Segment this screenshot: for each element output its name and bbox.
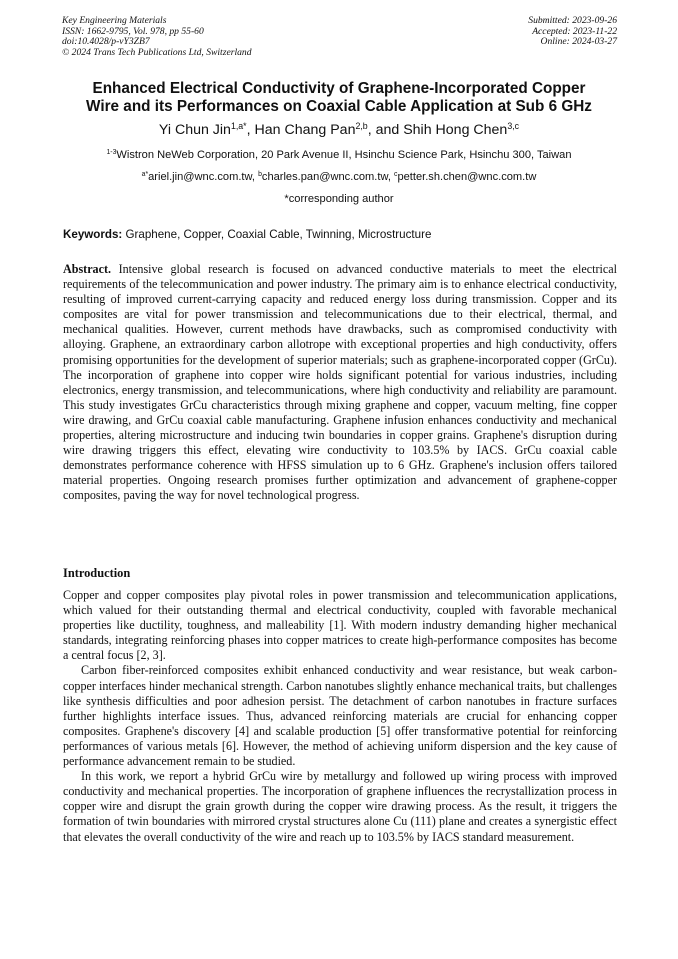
email-superscript: c	[394, 171, 398, 179]
email-address[interactable]: petter.sh.chen@wnc.com.tw	[397, 171, 537, 183]
email-superscript: a*	[141, 171, 149, 179]
journal-metadata	[62, 16, 252, 58]
intro-paragraph: Carbon fiber-reinforced composites exhibit enhanced conductivity and wear resistance, but weak carbon-copper interfaces hinder mechanical strength. Carbon nanotubes slightly enhance mechanical traits, but challenges like synthesis difficulties and poor adhesion persist. The detachment of carbon nanotubes in fracture surfaces further highlights interface issues. Thus, advanced reinforcing materials are crucial for enhancing copper composites. Graphene's discovery [4] and scalable production [5] offer transformative potential for reinforcing performances of various metals [6]. However, the method of achieving uniform dispersion and the key cause of performance advancement remain to be studied.	[63, 663, 617, 769]
abstract-text: Intensive global research is focused on advanced conductive materials to meet the electrical requirements of the telecommunication and power industry. The primary aim is to enhance electrical conductivity, resulting of improved current-carrying capacity and reduced energy loss during transmission. Copper and its composites are vital for power transmission and telecommunications due to their electrical, thermal, and mechanical qualities. However, current methods have drawbacks, such as compromised conductivity with alloying. Graphene, an extraordinary carbon allotrope with exceptional properties and high conductivity, offers promising opportunities for the development of superior materials; such as graphene-incorporated copper (GrCu). The incorporation of graphene into copper wire holds significant potential for various industries, including electronics, energy transmission, and telecommunications, where high conductivity and reliability are paramount. This study investigates GrCu characteristics through mixing graphene and copper, vacuum melting, fine copper wire drawing, and GrCu coaxial cable manufacturing. Graphene infusion enhances conductivity and mechanical properties, altering microstructure and inducing twin boundaries in copper grains. Graphene's disruption during wire drawing triggers this effect, elevating wire conductivity to 103.5% by IACS. GrCu coaxial cable demonstrates performance coherence with HFSS simulation up to 6 GHz. Graphene's inclusion offers tailored material properties. Ongoing research promises further optimization and advancement of graphene-copper composites, paving the way for novel technological progress.	[63, 262, 617, 503]
online-date: Online: 2024-03-27	[540, 36, 617, 48]
paper-title	[50, 80, 628, 116]
submitted-date: Submitted: 2023-09-26	[528, 15, 617, 26]
email-separator: ,	[387, 171, 395, 183]
affiliation	[20, 149, 658, 161]
author-superscript: 2,b	[355, 121, 368, 132]
introduction-heading: Introduction	[63, 566, 131, 580]
keywords-text: Graphene, Copper, Coaxial Cable, Twinning, Microstructure	[122, 228, 432, 241]
corresponding-author-note: *corresponding author	[284, 193, 394, 205]
copyright-line: © 2024 Trans Tech Publications Ltd, Switzerland	[62, 46, 252, 58]
email-address[interactable]: charles.pan@wnc.com.tw	[261, 171, 388, 183]
title-line-2: Wire and its Performances on Coaxial Cable Application at Sub 6 GHz	[86, 98, 592, 115]
author-name: Shih Hong Chen	[403, 122, 508, 138]
keywords-line	[63, 228, 617, 241]
accepted-date: Accepted: 2023-11-22	[532, 25, 617, 37]
author-name: Yi Chun Jin	[158, 122, 231, 138]
affiliation-text: Wistron NeWeb Corporation, 20 Park Avenue II, Hsinchu Science Park, Hsinchu 300, Taiwan	[116, 149, 572, 161]
keywords-label: Keywords:	[63, 228, 123, 241]
journal-name: Key Engineering Materials	[62, 15, 167, 26]
title-line-1: Enhanced Electrical Conductivity of Graphene-Incorporated Copper	[92, 80, 586, 97]
author-superscript: 3,c	[507, 121, 520, 132]
author-name: Han Chang Pan	[254, 122, 356, 138]
dates-metadata	[528, 16, 617, 48]
introduction-body	[63, 588, 617, 845]
issn-line: ISSN: 1662-9795, Vol. 978, pp 55-60	[62, 25, 204, 37]
doi-line[interactable]: doi:10.4028/p-vY3ZB7	[62, 36, 150, 48]
email-list	[20, 171, 658, 183]
intro-paragraph: In this work, we report a hybrid GrCu wire by metallurgy and followed up wiring process with improved conductivity and mechanical properties. The incorporation of graphene influences the recrystallization process in copper wire and disrupt the grain growth during the copper wire drawing process. As the result, it triggers the formation of twin boundaries with mirrored crystal structures alone Cu (111) plane and creates a synergistic effect that elevates the overall conductivity of the wire and reach up to 103.5% by IACS standard measurement.	[63, 769, 617, 844]
email-address[interactable]: ariel.jin@wnc.com.tw	[148, 171, 252, 183]
email-superscript: b	[258, 171, 262, 179]
author-list	[30, 122, 648, 138]
email-separator: ,	[251, 171, 259, 183]
affiliation-superscript: 1-3	[106, 149, 117, 157]
abstract-label: Abstract.	[63, 262, 112, 276]
intro-paragraph: Copper and copper composites play pivotal roles in power transmission and telecommunication applications, which valued for their outstanding thermal and electrical conductivity, coupled with favorable mechanical properties like ductility, toughness, and malleability [1]. With modern industry demanding higher mechanical standards, integrating reinforcing phases into copper matrices to create high-performance composites has become a central focus [2, 3].	[63, 588, 617, 663]
author-separator: , and	[367, 122, 404, 138]
author-superscript: 1,a*	[230, 121, 247, 132]
abstract	[63, 262, 617, 504]
author-separator: ,	[246, 122, 255, 138]
